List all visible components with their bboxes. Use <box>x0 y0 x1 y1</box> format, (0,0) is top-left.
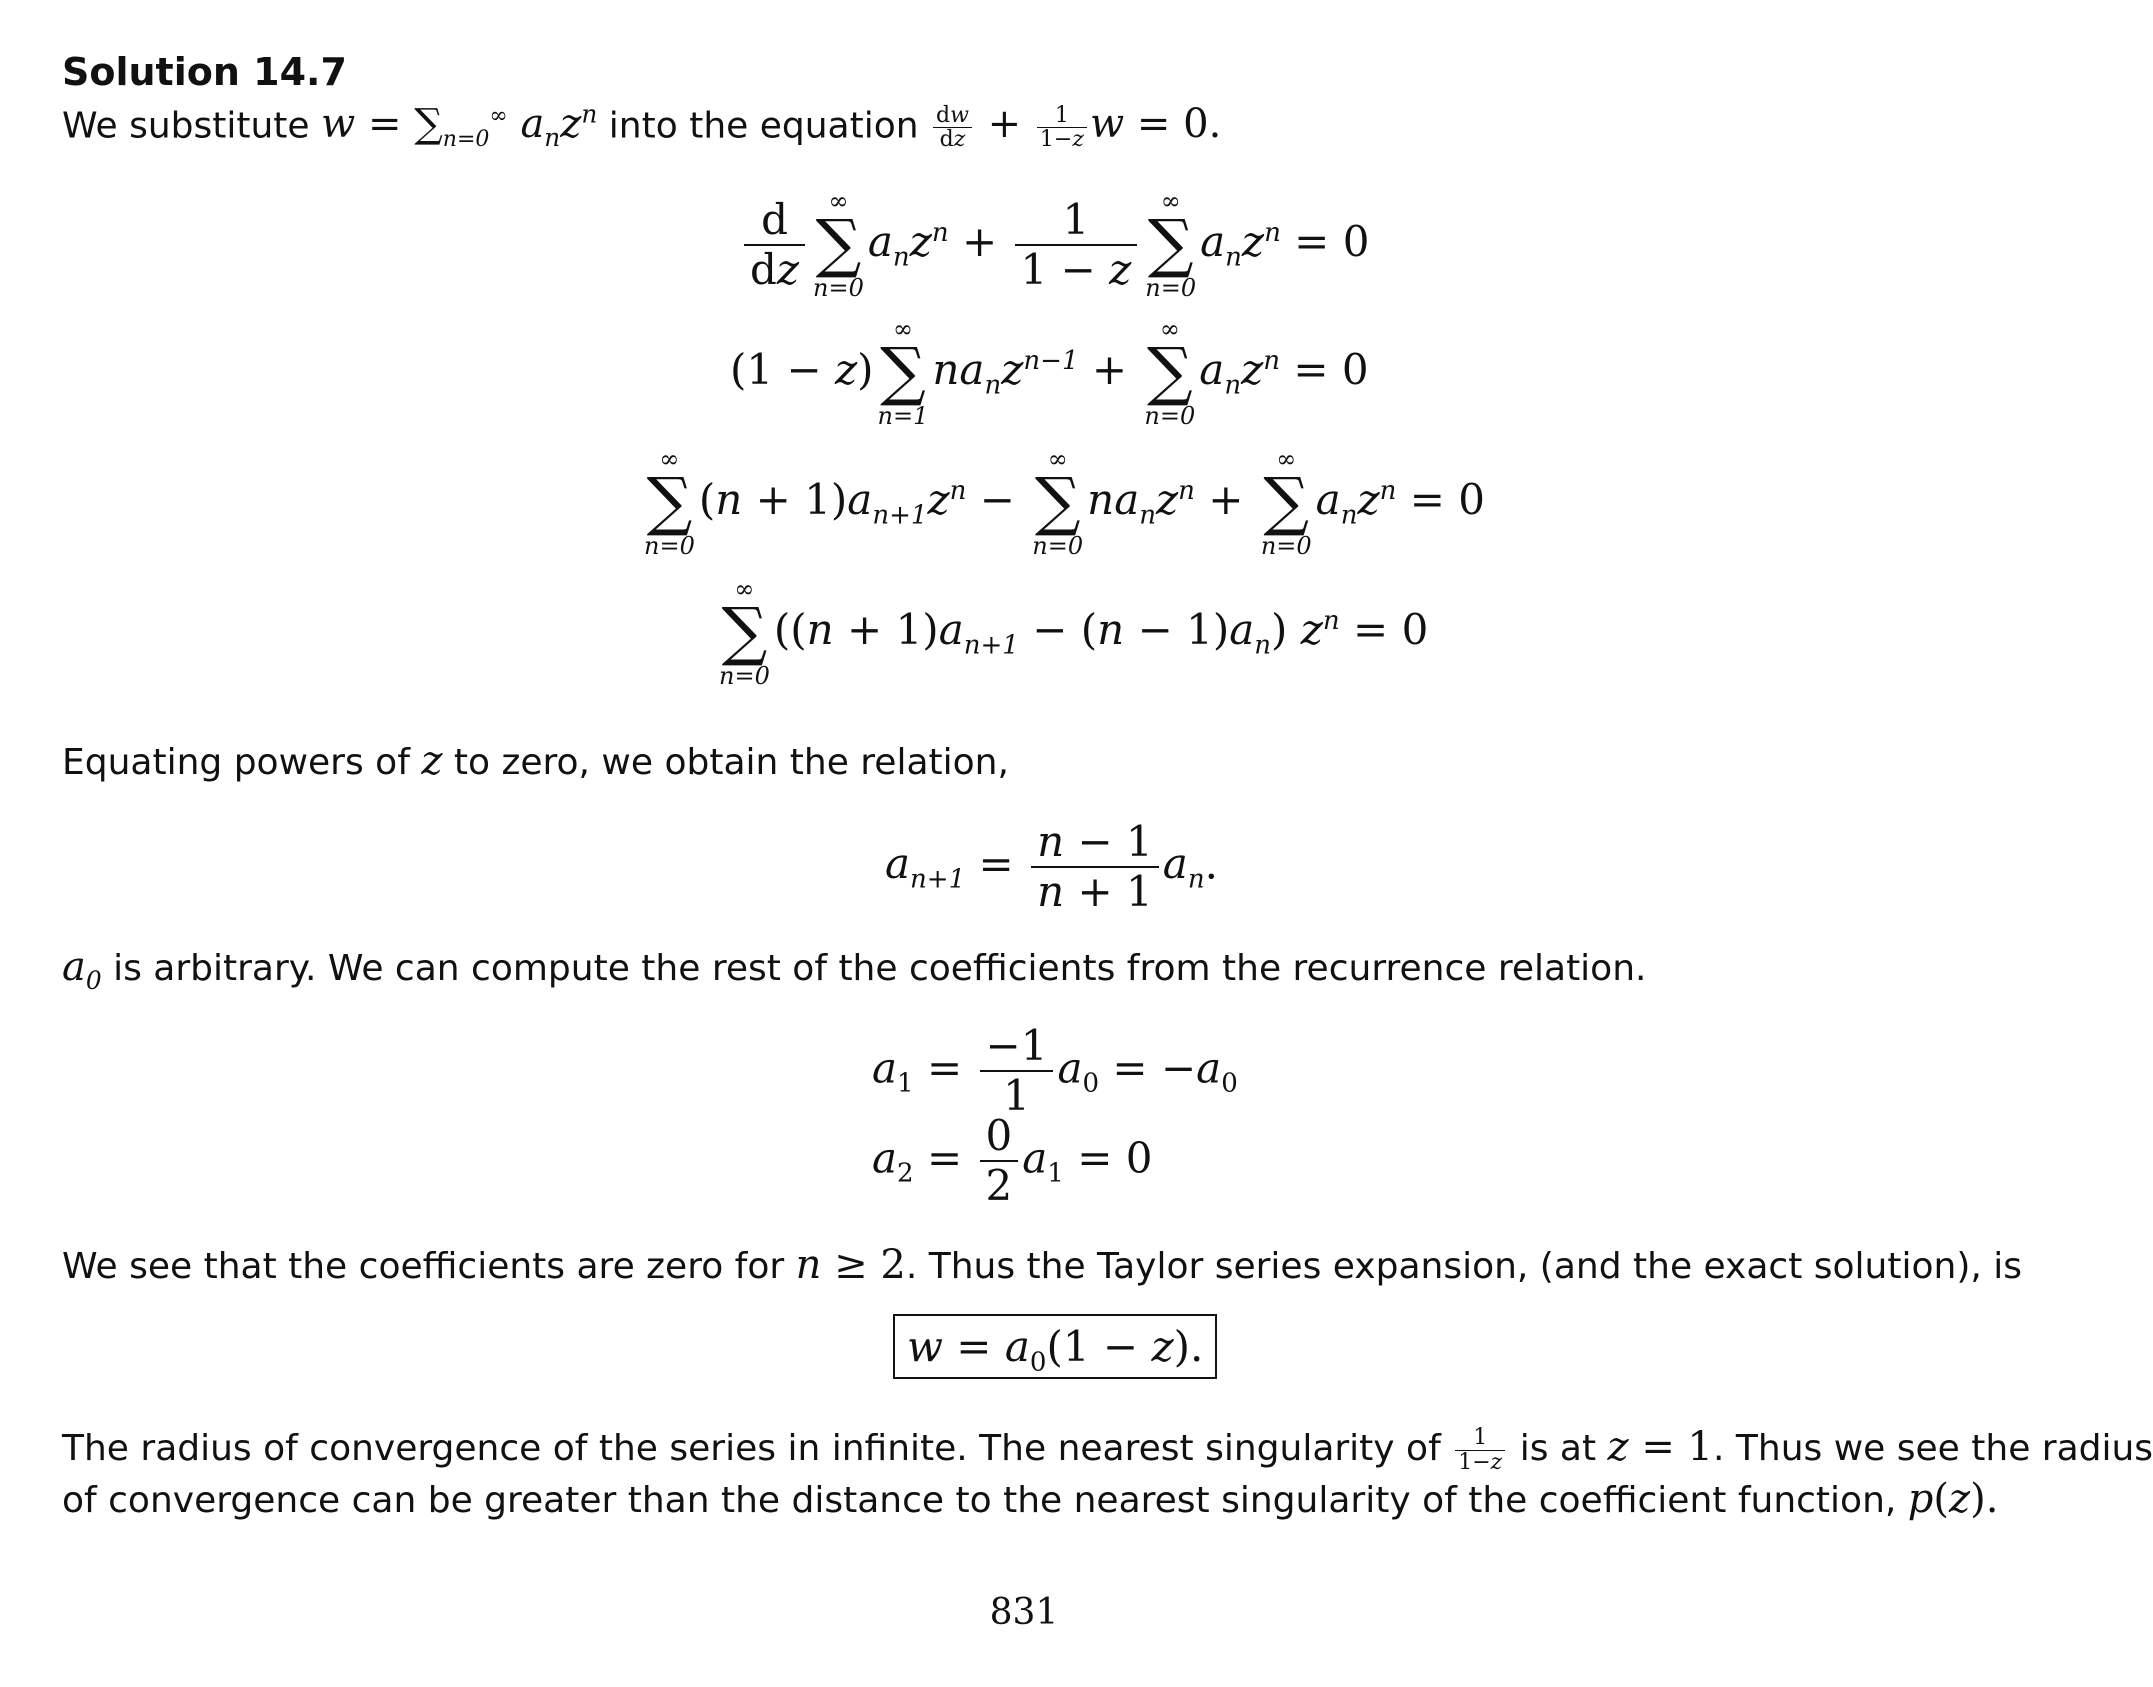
a0-arbitrary-label: is arbitrary. We can compute the rest of the coefficients from the recurrence relation. <box>113 948 1647 989</box>
radius-paragraph-line1 <box>62 1424 2153 1474</box>
equation-shifted: ∞ ∑ n=0 $(n + 1)a_{n+1}z^n$ − ∞ ∑ n=0 $na_nz^n$ + ∞ ∑ n=0 $a_nz^n = 0$ <box>644 445 1485 561</box>
radius-text-b: is at <box>1519 1428 1597 1469</box>
solution-heading: Solution 14.7 <box>62 50 347 94</box>
radius-text-c: . Thus we see the radius <box>1713 1428 2153 1469</box>
page-number: 831 <box>989 1592 1059 1633</box>
var-a0: $a_0$ <box>62 944 102 995</box>
coefficient-function-p: p(z). <box>1907 1476 1999 1522</box>
singular-fraction: $\frac{1}{1-z}$ <box>1452 1424 1508 1470</box>
radius-paragraph-line2 <box>62 1476 1998 1522</box>
intro-series-w: $w = \sum_{n=0}^\infty$ $a_nz^n$ <box>321 100 598 153</box>
equation-combined: ∞ ∑ n=0 $((n + 1)a_{n+1} - (n - 1)a_n)$ $z^n = 0$ <box>719 575 1429 691</box>
a0-arbitrary-text <box>62 944 1646 995</box>
intro-text-2: into the equation <box>608 105 919 147</box>
coeffs-zero-text-a: We see that the coefficients are zero for <box>62 1246 785 1287</box>
radius-text-line2: of convergence can be greater than the distance to the nearest singularity of the coefficient function, <box>62 1480 1897 1521</box>
recurrence-relation: $a_{n+1}$ = $\frac{n - 1}{n + 1}$ $a_n$. <box>885 817 1218 917</box>
intro-text-1: We substitute <box>62 105 310 147</box>
boxed-solution: $w = a_0(1 - z)$. <box>893 1322 1217 1377</box>
coefficient-a1: $a_1$ = $\frac{-1}{1}$ $a_0 = -a_0$ <box>872 1021 1238 1121</box>
coefficients-zero-text <box>62 1242 2022 1288</box>
equating-text-b: to zero, we obtain the relation, <box>453 742 1009 783</box>
intro-ode: $\frac{dw}{dz}$ + $\frac{1}{1-z}$ w = 0. <box>930 101 1221 147</box>
singularity-z-equals-1: z = 1 <box>1607 1424 1714 1470</box>
condition-n-ge-2: n ≥ 2 <box>795 1242 906 1288</box>
coeffs-zero-text-b: . Thus the Taylor series expansion, (and the exact solution), is <box>905 1246 2023 1287</box>
radius-text-a: The radius of convergence of the series in infinite. The nearest singularity of <box>62 1428 1441 1469</box>
equation-differentiated: (1 − z) ∞ ∑ n=1 $na_nz^{n-1}$ + ∞ ∑ n=0 $a_nz^n = 0$ <box>730 315 1369 431</box>
equating-powers-text <box>62 738 1009 784</box>
equation-substituted: $\frac{d}{dz}$ ∞ ∑ n=0 $a_nz^n$ + $\frac{1}{1 - z}$ ∞ ∑ n=0 $a_nz^n = 0$ <box>740 188 1369 302</box>
equating-text-a: Equating powers of <box>62 742 410 783</box>
intro-line <box>62 100 1221 152</box>
coefficient-a2: $a_2$ = $\frac{0}{2}$ $a_1 = 0$ <box>872 1111 1153 1211</box>
var-z: z <box>421 738 443 784</box>
